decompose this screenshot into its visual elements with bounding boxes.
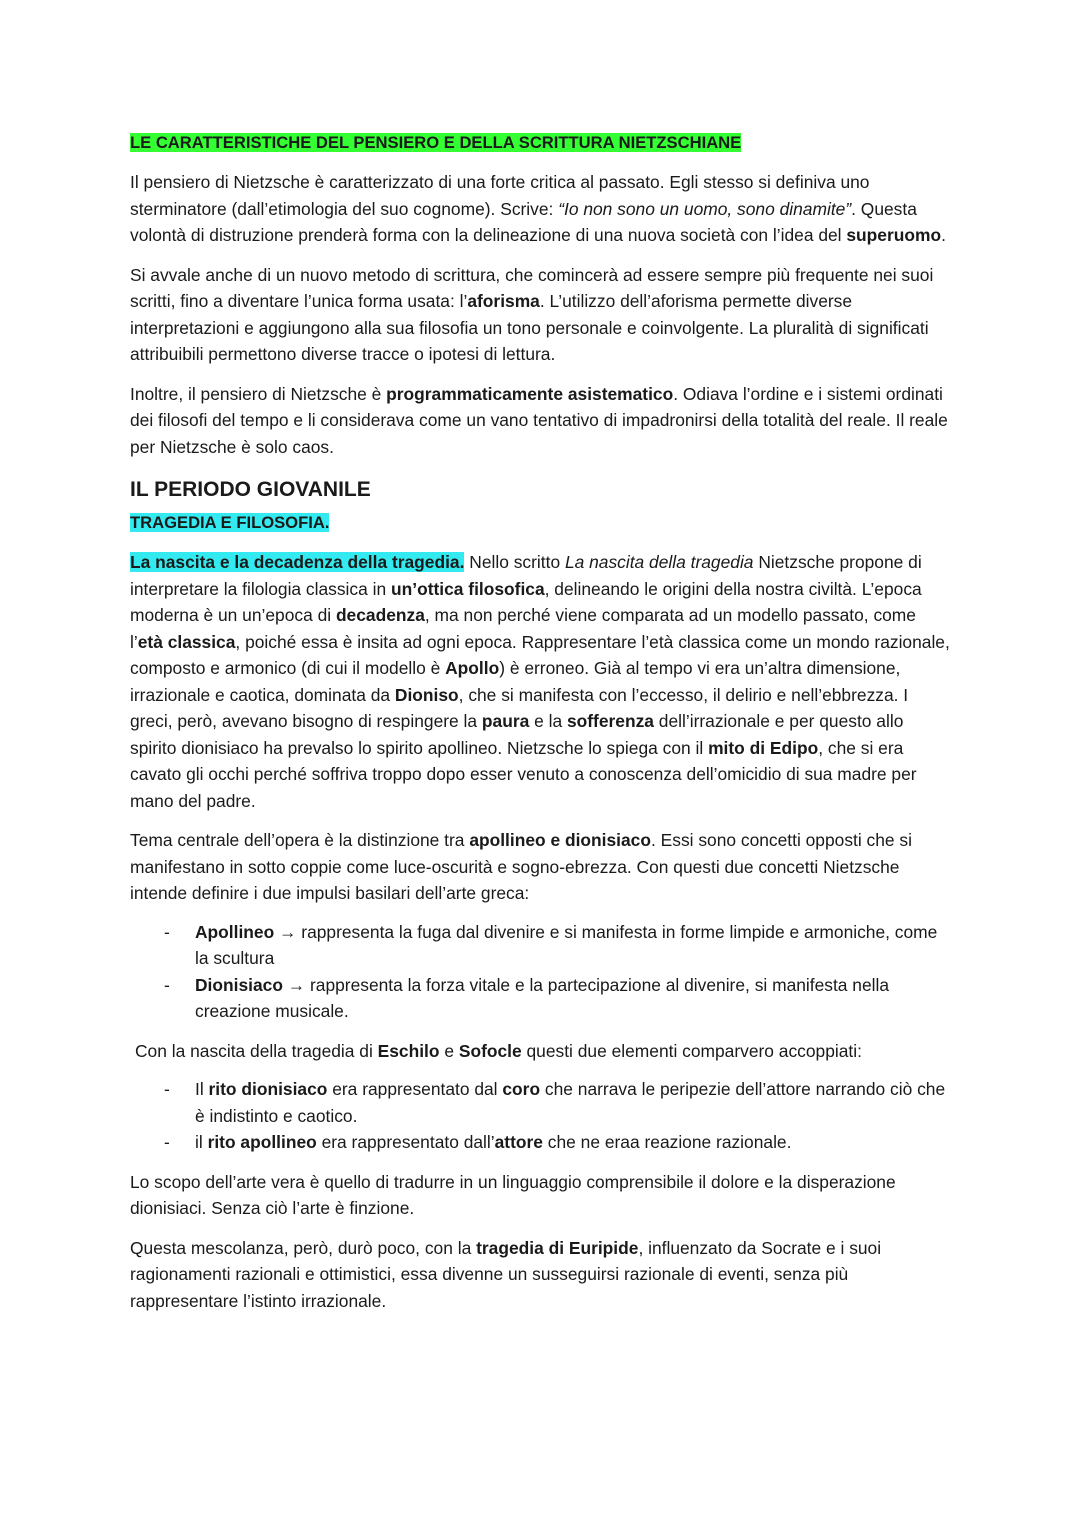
paragraph-nascita-tragedia: La nascita e la decadenza della tragedia. Nello scritto La nascita della tragedia Nietzsche propone di interpretare la filologia classica in un’ottica filosofica, delineando le origini della nostra civiltà. L’epoca moderna è un un’epoca di decadenza, ma non perché viene comparata ad un modello passato, come l’età classica, poiché essa è insita ad ogni epoca. Rappresentare l’età classica come un mondo razionale, composto e armonico (di cui il modello è Apollo) è erroneo. Già al tempo vi era un’altra dimensione, irrazionale e caotica, dominata da Dioniso, che si manifesta con l’eccesso, il delirio e nell’ebbrezza. I greci, però, avevano bisogno di respingere la paura e la sofferenza dell’irrazionale e per questo allo spirito dionisiaco ha prevalso lo spirito apollineo. Nietzsche lo spiega con il mito di Edipo, che si era cavato gli occhi perché soffriva troppo dopo esser venuto a conoscenza dell’omicidio di sua madre per mano del padre. bbox=[130, 552, 950, 811]
paragraph-aforisma: Si avvale anche di un nuovo metodo di scrittura, che comincerà ad essere sempre più frequente nei suoi scritti, fino a diventare l’unica forma usata: l’aforisma. L’utilizzo dell’aforisma permette diverse interpretazioni e aggiungono alla sua filosofia un tono personale e coinvolgente. La pluralità di significati attribuibili permettono diverse tracce o ipotesi di lettura. bbox=[130, 264, 934, 364]
paragraph-euripide: Questa mescolanza, però, durò poco, con la tragedia di Euripide, influenzato da Socrate e i suoi ragionamenti razionali e ottimistici, essa divenne un susseguirsi razionale di eventi, senza più rappresentare l’istinto irrazionale. bbox=[130, 1237, 882, 1311]
list-item: - il rito apollineo era rappresentato dall’attore che ne eraa reazione razionale. bbox=[130, 1129, 950, 1156]
document-body bbox=[130, 130, 950, 1314]
list-riti bbox=[130, 1076, 950, 1156]
term-superuomo: superuomo bbox=[846, 225, 942, 245]
term-aforisma: aforisma bbox=[467, 291, 540, 311]
paragraph-eschilo-sofocle: Con la nascita della tragedia di Eschilo e Sofocle questi due elementi comparvero accoppiati: bbox=[135, 1040, 862, 1061]
list-item: - Dionisiaco → rappresenta la forza vitale e la partecipazione al divenire, si manifesta nella creazione musicale. bbox=[130, 972, 950, 1025]
term-asistematico: programmaticamente asistematico bbox=[386, 383, 674, 404]
document-title bbox=[130, 130, 950, 156]
paragraph-critica: Il pensiero di Nietzsche è caratterizzato di una forte critica al passato. Egli stesso si definiva uno sterminatore (dall’etimologia del suo cognome). Scrive: “Io non sono un uomo, sono dinamite”. Questa volontà di distruzione prenderà forma con la delineazione di una nuova società con l’idea del superuomo. bbox=[130, 172, 946, 245]
title-highlight: LE CARATTERISTICHE DEL PENSIERO E DELLA SCRITTURA NIETZSCHIANE bbox=[130, 133, 742, 152]
subheading-highlight: TRAGEDIA E FILOSOFIA. bbox=[130, 513, 330, 532]
quote-dinamite: “Io non sono un uomo, sono dinamite” bbox=[558, 198, 852, 219]
paragraph-asistematico: Inoltre, il pensiero di Nietzsche è programmaticamente asistematico. Odiava l’ordine e i sistemi ordinati dei filosofi del tempo e li considerava come un vano tentativo di impadronirsi della totalità del reale. Il reale per Nietzsche è solo caos. bbox=[130, 383, 948, 457]
list-item: - Il rito dionisiaco era rappresentato dal coro che narrava le peripezie dell’attore narrando ciò che è indistinto e caotico. bbox=[130, 1076, 950, 1129]
list-impulsi bbox=[130, 919, 950, 1025]
lead-highlight: La nascita e la decadenza della tragedia. bbox=[130, 552, 465, 572]
paragraph-apollineo-dionisiaco: Tema centrale dell’opera è la distinzione tra apollineo e dionisiaco. Essi sono concetti opposti che si manifestano in sotto coppie come luce-oscurità e sogno-ebrezza. Con questi due concetti Nietzsche intende definire i due impulsi basilari dell’arte greca: bbox=[130, 830, 912, 903]
paragraph-scopo-arte: Lo scopo dell’arte vera è quello di tradurre in un linguaggio comprensibile il dolore e la disperazione dionisiaci. Senza ciò l’arte è finzione. bbox=[130, 1171, 896, 1218]
section-heading: IL PERIODO GIOVANILE bbox=[130, 478, 371, 501]
subheading bbox=[130, 510, 950, 536]
list-item: - Apollineo → rappresenta la fuga dal divenire e si manifesta in forme limpide e armoniche, come la scultura bbox=[130, 919, 950, 972]
